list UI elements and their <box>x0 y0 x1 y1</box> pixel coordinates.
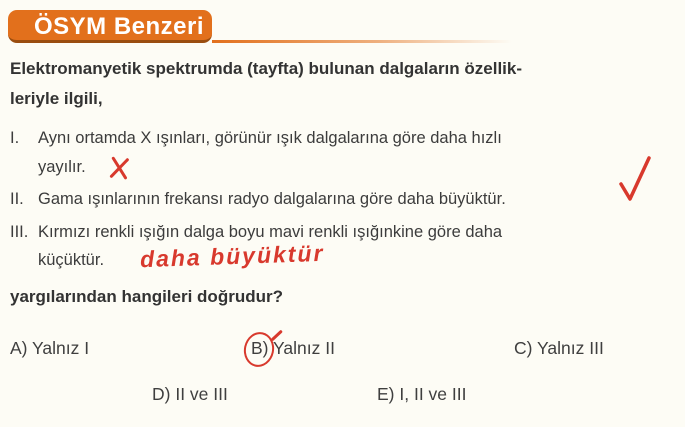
item3-line2: küçüktür. <box>38 251 105 269</box>
question-intro-line2: leriyle ilgili, <box>10 89 103 108</box>
option-a-text: Yalnız I <box>32 338 90 358</box>
option-d-text: II ve III <box>175 384 228 404</box>
question-closing: yargılarından hangileri doğrudur? <box>10 287 283 306</box>
handwritten-correction-note: daha büyüktür <box>139 239 325 273</box>
option-d-letter: D) <box>152 384 171 404</box>
red-circle-annotation-icon <box>241 329 278 369</box>
option-c-letter: C) <box>514 338 533 358</box>
option-a-letter: A) <box>10 338 28 358</box>
option-b-letter: B) <box>251 338 269 359</box>
item3-numeral: III. <box>10 223 29 241</box>
osym-benzeri-badge: ÖSYM Benzeri <box>8 10 212 43</box>
option-e <box>377 384 466 405</box>
x-mark-icon <box>107 154 131 180</box>
check-mark-icon <box>618 154 654 209</box>
item1-line2: yayılır. <box>38 158 86 176</box>
option-d <box>152 384 228 405</box>
option-b <box>251 338 335 359</box>
option-c-text: Yalnız III <box>537 338 604 358</box>
option-e-text: I, II ve III <box>399 384 467 404</box>
header-divider-line <box>212 40 512 43</box>
item3-line1: Kırmızı renkli ışığın dalga boyu mavi renkli ışığınkine göre daha <box>38 223 503 241</box>
option-e-letter: E) <box>377 384 395 404</box>
option-c <box>514 338 604 359</box>
item2-line1: Gama ışınlarının frekansı radyo dalgalarına göre daha büyüktür. <box>38 190 506 208</box>
item1-line1: Aynı ortamda X ışınları, görünür ışık dalgalarına göre daha hızlı <box>38 129 502 147</box>
item2-numeral: II. <box>10 190 24 208</box>
option-a <box>10 338 89 359</box>
question-intro-line1: Elektromanyetik spektrumda (tayfta) bulunan dalgaların özellik- <box>10 59 523 78</box>
item1-numeral: I. <box>10 129 20 147</box>
option-b-text: Yalnız II <box>273 338 335 358</box>
